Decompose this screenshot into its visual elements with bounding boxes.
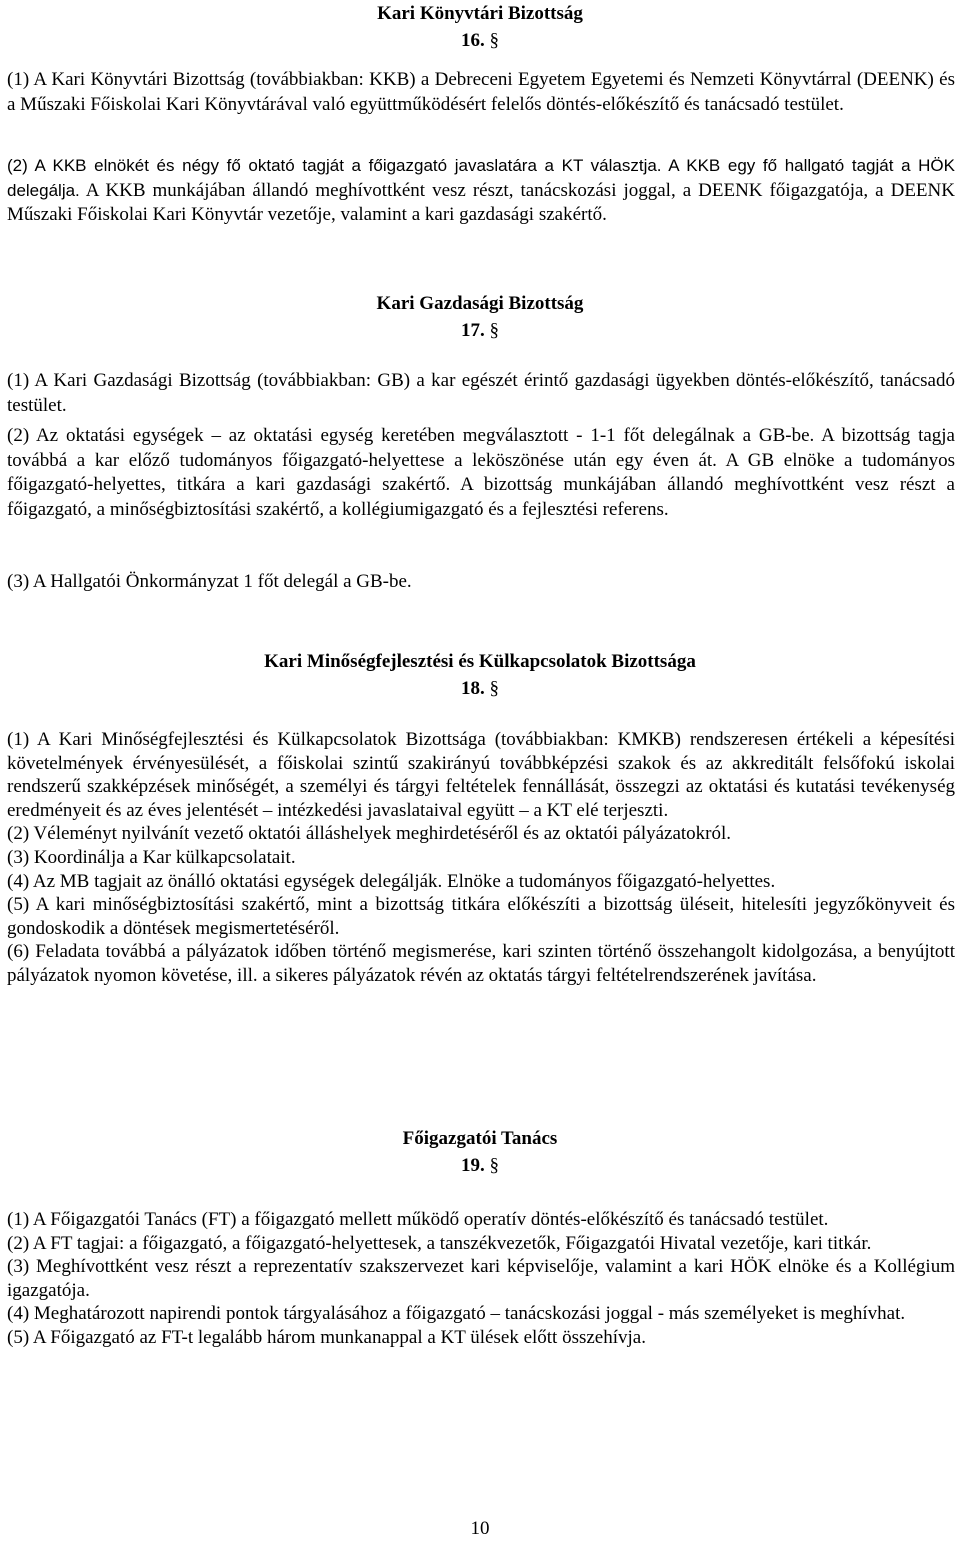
paragraph: (2) A FT tagjai: a főigazgató, a főigazgató-helyettesek, a tanszékvezetők, Főigazgatói Hivatal vezetője, kari titkár. bbox=[7, 1232, 872, 1254]
section-symbol: § bbox=[489, 320, 499, 341]
section-number bbox=[0, 677, 960, 701]
page-number: 10 bbox=[470, 1518, 490, 1539]
section-title: Főigazgatói Tanács bbox=[402, 1128, 558, 1149]
paragraph: (2) Az oktatási egységek – az oktatási egység keretében megválasztott - 1-1 főt delegálnak a GB-be. A bizottság tagja továbbá a kar előző tudományos főigazgató-helyettese a leköszönése után egy éven át. A GB elnöke a tudományos főigazgató-helyettes, titkára a kari gazdasági szakértő. A bizottság munkájában állandó meghívottként vesz részt a főigazgató, a minőségbiztosítási szakértő, a kollégiumigazgató és a fejlesztési referens. bbox=[7, 425, 955, 520]
section-symbol: § bbox=[489, 678, 499, 699]
section-number-text: 18. bbox=[461, 678, 485, 699]
section-symbol: § bbox=[489, 1155, 499, 1176]
section-title: Kari Gazdasági Bizottság bbox=[376, 293, 584, 314]
section-title: Kari Minőségfejlesztési és Külkapcsolatok Bizottsága bbox=[264, 651, 696, 672]
section-number-text: 16. bbox=[461, 30, 485, 51]
paragraph: (3) Meghívottként vesz részt a reprezentatív szakszervezet kari képviselője, valamint a kari HÖK elnöke és a Kollégium igazgatója. bbox=[7, 1256, 955, 1301]
paragraph: (1) A Kari Könyvtári Bizottság (továbbiakban: KKB) a Debreceni Egyetem Egyetemi és Nemzeti Könyvtárral (DEENK) és a Műszaki Főiskolai Kari Könyvtárával való együttműködésért felelős döntés-előkészítő és tanácsadó testület. bbox=[7, 69, 955, 115]
paragraph bbox=[7, 154, 955, 228]
section-number-text: 17. bbox=[461, 320, 485, 341]
paragraph: (4) Meghatározott napirendi pontok tárgyalásához a főigazgató – tanácskozási joggal - más személyeket is meghívhat. bbox=[7, 1303, 906, 1325]
paragraph-text: (2) A KKB elnökét és négy fő oktató tagját a főigazgató javaslatára a KT választja. A KKB egy fő hallgató tagját a HÖK delegálja. bbox=[7, 156, 955, 200]
section-symbol: § bbox=[489, 30, 499, 51]
paragraph: (6) Feladata továbbá a pályázatok időben történő megismerése, kari szinten történő összehangolt kidolgozása, a benyújtott pályázatok nyomon követése, ill. a sikeres pályázatok révén az oktatás tárgyi feltételrendszerének javítása. bbox=[7, 941, 955, 986]
paragraph: (1) A Kari Gazdasági Bizottság (továbbiakban: GB) a kar egészét érintő gazdasági ügyekben döntés-előkészítő, tanácsadó testület. bbox=[7, 370, 955, 416]
paragraph: (5) A kari minőségbiztosítási szakértő, mint a bizottság titkára előkészíti a bizottság üléseit, hitelesíti jegyzőkönyveit és gondoskodik a döntések megismertetéséről. bbox=[7, 894, 955, 939]
paragraph: (3) A Hallgatói Önkormányzat 1 főt delegál a GB-be. bbox=[7, 571, 412, 592]
paragraph: (1) A Főigazgatói Tanács (FT) a főigazgató mellett működő operatív döntés-előkészítő és tanácsadó testület. bbox=[7, 1209, 829, 1230]
paragraph: (4) Az MB tagjait az önálló oktatási egységek delegálják. Elnöke a tudományos főigazgató-helyettes. bbox=[7, 870, 776, 892]
paragraph: (2) Véleményt nyilvánít vezető oktatói álláshelyek meghirdetéséről és az oktatói pályázatokról. bbox=[7, 823, 732, 845]
section-number bbox=[0, 1154, 960, 1178]
paragraph-list bbox=[7, 728, 955, 988]
paragraph-list bbox=[7, 1208, 955, 1350]
section-number bbox=[0, 319, 960, 343]
section-number-text: 19. bbox=[461, 1155, 485, 1176]
paragraph: (3) Koordinálja a Kar külkapcsolatait. bbox=[7, 846, 296, 868]
paragraph: (5) A Főigazgató az FT-t legalább három munkanappal a KT ülések előtt összehívja. bbox=[7, 1326, 646, 1348]
paragraph: (1) A Kari Minőségfejlesztési és Külkapcsolatok Bizottsága (továbbiakban: KMKB) rendszeresen értékeli a képesítési követelmények érvényesülését, a főiskolai szintű szakirányú továbbképzési szakok és az akkreditált felsőfokú iskolai rendszerű szakképzések minőségét, a személyi és tárgyi feltételek fennállását, összegzi az oktatási és kutatási tevékenység eredményeit és az éves jelentését – intézkedési javaslataival együtt – a KT elé terjeszti. bbox=[7, 729, 955, 821]
paragraph-text: A KKB munkájában állandó meghívottként vesz részt, tanácskozási joggal, a DEENK főigazgatója, a DEENK Műszaki Főiskolai Kari Könyvtár vezetője, valamint a kari gazdasági szakértő. bbox=[7, 179, 955, 226]
section-number bbox=[0, 29, 960, 53]
section-title: Kari Könyvtári Bizottság bbox=[377, 3, 583, 24]
